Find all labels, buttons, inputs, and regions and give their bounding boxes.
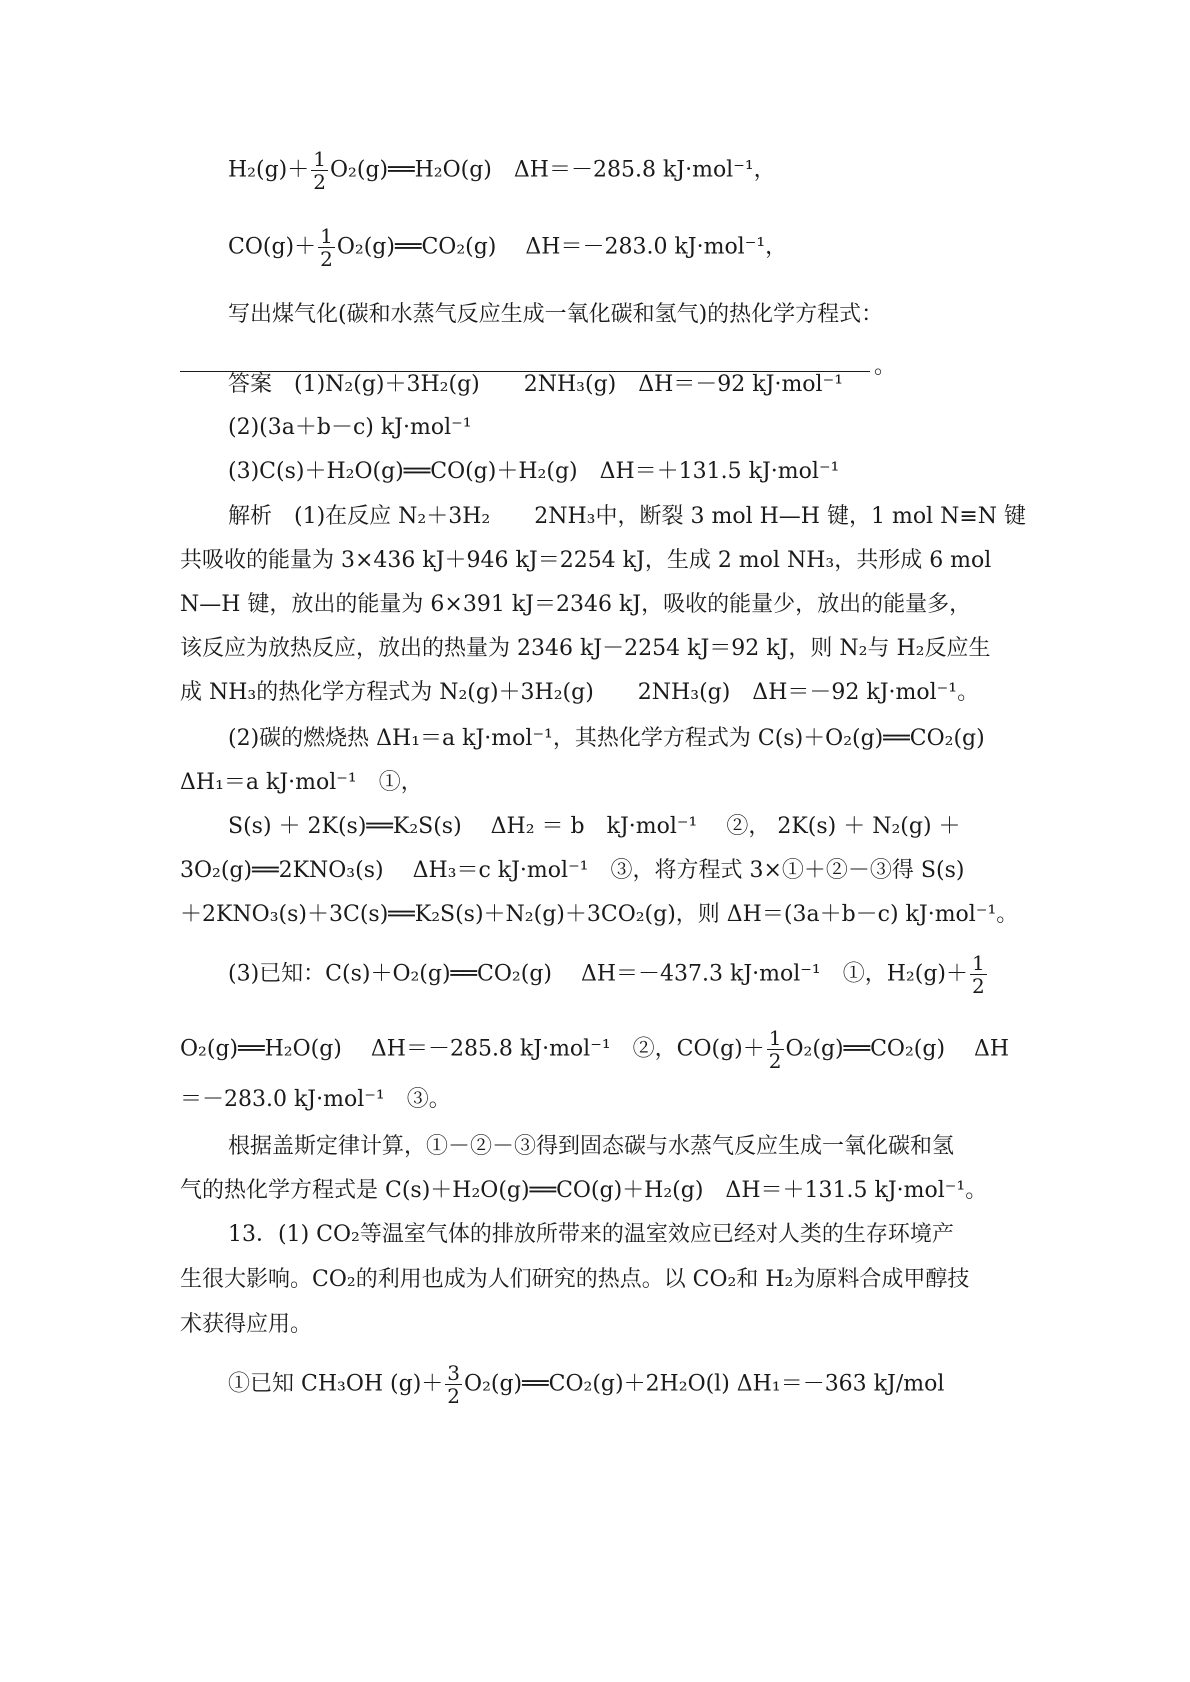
answer-3: (3)C(s)＋H₂O(g)══CO(g)＋H₂(g) ΔH＝＋131.5 kJ·mol⁻¹ xyxy=(228,459,840,484)
part2-line-5: ＋2KNO₃(s)＋3C(s)══K₂S(s)＋N₂(g)＋3CO₂(g)，则 ΔH＝(3a＋b－c) kJ·mol⁻¹。 xyxy=(180,902,1019,927)
part2-line-3: S(s) ＋ 2K(s)══K₂S(s) ΔH₂ ＝ b kJ·mol⁻¹ ②， 2K(s) ＋ N₂(g) ＋ xyxy=(228,814,961,839)
analysis-line-5: 成 NH₃的热化学方程式为 N₂(g)＋3H₂(g) 2NH₃(g) ΔH＝－92 kJ·mol⁻¹。 xyxy=(180,680,980,705)
eq-text: H₂(g)＋ xyxy=(228,157,310,183)
eq-text: O₂(g)══H₂O(g) ΔH＝－285.8 kJ·mol⁻¹， xyxy=(330,157,776,183)
equation-h2-combustion xyxy=(228,148,1010,193)
eq-text: (3)已知：C(s)＋O₂(g)══CO₂(g) ΔH＝－437.3 kJ·mol⁻¹ ①，H₂(g)＋ xyxy=(228,961,968,987)
part3-line-1 xyxy=(228,952,1010,997)
question-text: 写出煤气化(碳和水蒸气反应生成一氧化碳和氢气)的热化学方程式： xyxy=(228,302,884,327)
q13-line-4 xyxy=(228,1362,1010,1407)
part2-line-2: ΔH₁＝a kJ·mol⁻¹ ①， xyxy=(180,770,423,795)
part2-line-4: 3O₂(g)══2KNO₃(s) ΔH₃＝c kJ·mol⁻¹ ③，将方程式 3×①＋②－③得 S(s) xyxy=(180,858,965,883)
fraction-one-half: $\frac{1}{2}$ xyxy=(768,1026,782,1073)
eq-text: O₂(g)══CO₂(g)＋2H₂O(l) ΔH₁＝－363 kJ/mol xyxy=(464,1371,945,1397)
eq-text: O₂(g)══CO₂(g) ΔH xyxy=(785,1036,1010,1062)
eq-text: O₂(g)══CO₂(g) ΔH＝－283.0 kJ·mol⁻¹， xyxy=(336,234,788,260)
fraction-one-half: $\frac{1}{2}$ xyxy=(972,951,985,998)
eq-text: O₂(g)══H₂O(g) ΔH＝－285.8 kJ·mol⁻¹ ②，CO(g)＋ xyxy=(180,1036,765,1062)
eq-text: CO(g)＋ xyxy=(228,234,317,260)
eq-text: ①已知 CH₃OH (g)＋ xyxy=(228,1371,444,1397)
analysis-line-1: 解析 (1)在反应 N₂＋3H₂ 2NH₃中，断裂 3 mol H—H 键，1 mol N≡N 键 xyxy=(228,504,1027,529)
answer-2: (2)(3a＋b－c) kJ·mol⁻¹ xyxy=(228,415,472,440)
q13-line-1: 13．(1) CO₂等温室气体的排放所带来的温室效应已经对人类的生存环境产 xyxy=(228,1222,954,1247)
part3-line-3: ＝－283.0 kJ·mol⁻¹ ③。 xyxy=(180,1087,451,1112)
blank-period: 。 xyxy=(874,354,897,379)
analysis-line-4: 该反应为放热反应，放出的热量为 2346 kJ－2254 kJ＝92 kJ，则 N₂与 H₂反应生 xyxy=(180,636,991,661)
equation-co-combustion xyxy=(228,225,1010,270)
part2-line-1: (2)碳的燃烧热 ΔH₁＝a kJ·mol⁻¹，其热化学方程式为 C(s)＋O₂(g)══CO₂(g) xyxy=(228,726,985,751)
fraction-one-half: $\frac{1}{2}$ xyxy=(320,224,333,271)
answer-1: 答案 (1)N₂(g)＋3H₂(g) 2NH₃(g) ΔH＝－92 kJ·mol⁻¹ xyxy=(228,372,844,397)
fraction-one-half: $\frac{1}{2}$ xyxy=(313,147,326,194)
fraction-three-halves: $\frac{3}{2}$ xyxy=(447,1361,461,1408)
q13-line-2: 生很大影响。CO₂的利用也成为人们研究的热点。以 CO₂和 H₂为原料合成甲醇技 xyxy=(180,1267,970,1292)
analysis-line-3: N—H 键，放出的能量为 6×391 kJ＝2346 kJ，吸收的能量少，放出的能量多， xyxy=(180,592,972,617)
gess-line-2: 气的热化学方程式是 C(s)＋H₂O(g)══CO(g)＋H₂(g) ΔH＝＋131.5 kJ·mol⁻¹。 xyxy=(180,1178,988,1203)
analysis-line-2: 共吸收的能量为 3×436 kJ＋946 kJ＝2254 kJ，生成 2 mol NH₃，共形成 6 mol xyxy=(180,548,992,573)
part3-line-2 xyxy=(180,1027,1010,1072)
gess-line-1: 根据盖斯定律计算，①－②－③得到固态碳与水蒸气反应生成一氧化碳和氢 xyxy=(228,1134,955,1159)
q13-line-3: 术获得应用。 xyxy=(180,1312,313,1337)
